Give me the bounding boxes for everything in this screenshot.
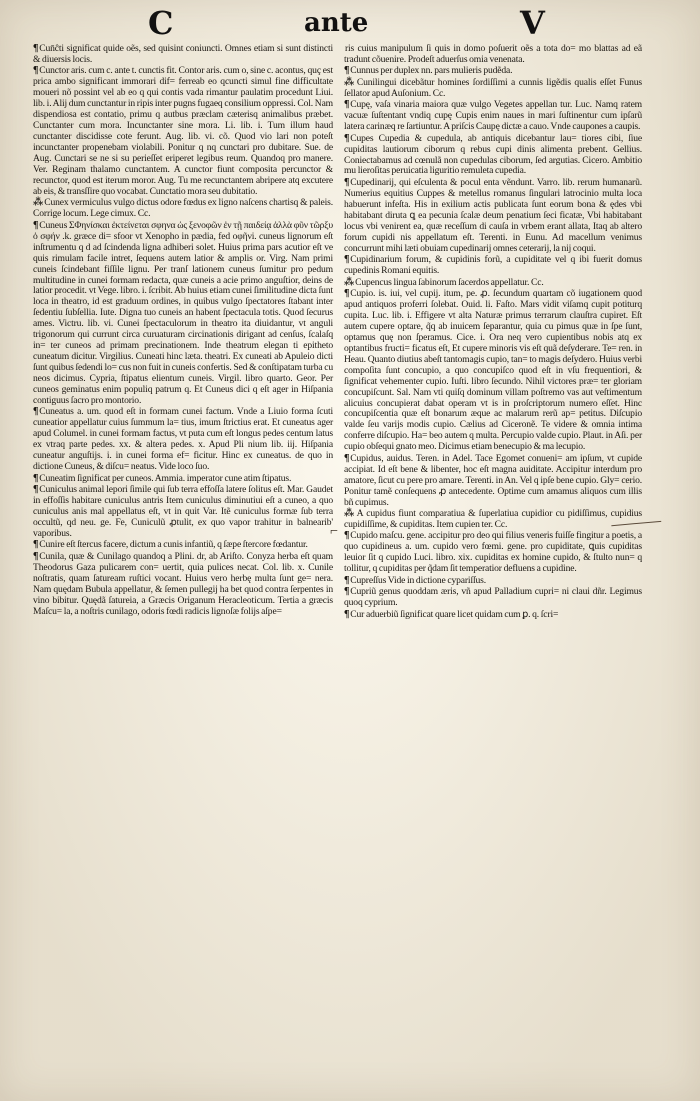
entry-text: Cun̄ĉti significat quide oẽs, sed quisint coniuncti. Omnes etiam si sunt distincti & diuersis locis. — [33, 43, 333, 65]
handwritten-bracket-mark: ⌐ — [330, 524, 338, 539]
header-right-letter: V — [520, 4, 545, 42]
entry-text: Cunex vermiculus vulgo dictus odore fœdus ex ligno naſcens chartisq & paleis. Corrige locum. Lege cimux. Cc. — [33, 197, 333, 220]
dictionary-entry — [33, 540, 333, 551]
entry-text: Cupę, vaſa vinaria maiora quæ vulgo Vegetes appellan tur. Luc. Namq ratem vacuæ ſuſtentant vndiq cupę Cupis enim naues in mari ſuſtinentur cum ipſarũ latera carinæq re ſartiuntur. A priſcis Caupę dictæ a cauo. Vnde caupones a caupis. — [344, 99, 642, 133]
header-left-letter: C — [148, 4, 174, 42]
paragraph-mark: ¶ — [344, 254, 350, 266]
asterism-mark: ⁂ — [344, 76, 356, 88]
entry-text: Cupedinarij, qui eſculenta & pocul enta vẽndunt. Varro. lib. rerum humanarũ. Numerius equitius Cuppes & metellus romanus ſingulari latrocinio multa loca habuerunt infeſta. His in exilium actis publicata ſunt eorum bona & ędes vbi habitabant diruta ꝗ ea pecunia ſcalæ deum penatium ſeci ficatæ, Vbi habitabant locus vbi venirent ea, quæ receſſum di cauſa in vrbem erant allata, Itaq ab altero forum cupidi nis appellatum eſt. Terenti. in Eunu. Ad macellum venimus concurrunt mihi læti obuiam cupedinarij omnes ceterarij, la nij coqui. — [344, 176, 642, 254]
entry-text: Cur aduerbiũ ſignificat quare licet quidam cum ꝑ. q. ſcri= — [350, 608, 559, 620]
dictionary-entry — [344, 78, 642, 100]
paragraph-mark: ¶ — [344, 574, 350, 586]
dictionary-entry — [344, 255, 642, 277]
dictionary-entry — [344, 278, 642, 289]
asterism-mark: ⁂ — [344, 508, 356, 520]
paragraph-mark: ¶ — [344, 452, 350, 464]
asterism-mark: ⁂ — [344, 276, 355, 288]
dictionary-entry — [344, 100, 642, 133]
entry-text: Cuniculus animal lepori ſimile qui ſub terra effoſſa latere ſolitus eſt. Mar. Gaudet in effoſſis habitare cuniculus antris Item cuniculus diminutiui eſt a cuneo, a quo cuniculus anis mal appellatus eſt, vt in quit Var. Itẽ cuniculus formæ ſub terra occultũ, qd neu. ge. Fe, Cuniculũ ꝓtulit, ex quo vapor trahitur in balnearib' vaporibus. — [33, 484, 333, 539]
paragraph-mark: ¶ — [33, 406, 39, 418]
entry-text: Cunctor aris. cum c. ante t. cunctis fit. Contor aris. cum o, sine c. acontus, quç est prica ambo significant immorari dif= ferreab eo qcuncti simul fine difficultate moueri nõ possint vel ab eo q qui contis vada rimantur paulatim procedunt Liui. lib. i. Alij dum cunctantur in ripis inter pugns fugaeq consilium oppressi. Col. Nam dispendiosa est contatio, primu q autbus præclam cæterisq animalibus præbet. Cunctanter cum mora. Incunctanter sine mora. Li. lib. i. Tum illum haud cunctanter discidisse cote ferunt. Aug. lib. vi. cõ. Quod vio lari non poteſt incunctanter propenebam violabili. Ponitur q nq cunctari pro dubitare. Sue. de Aug. Cunctari se ne si su perieſſet eriperet legibus reum. Quandoq pro manere. Ver. Reginam thalamo cunctantem. A cunctor fiunt composita percunctor & recunctor, quod est iterum moror. Aug. Tu me recunctantem abripere atq excutere ab eis, & transſſire quo vocabat. Cunctatio mora seu dubitatio. — [33, 65, 333, 197]
paragraph-mark: ¶ — [344, 65, 350, 77]
entry-text: Cupidus, auidus. Teren. in Adel. Tace Egomet conueni= am ipſum, vt cupide accipiat. Id eſt bene & libenter, hoc eſt magna auiditate. Accipitur interdum pro amatore, ſicut cu pere pro amare. Terenti. in An. Vel q ipſe bene cupio. Gly= cerio. Ponitur tamẽ conſequens ꝓ antecedente. Optime cum amamus aliquos cum illis bñ cupimus. — [344, 452, 642, 508]
dictionary-entry — [33, 198, 333, 220]
left-text-column — [33, 44, 333, 618]
paragraph-mark: ¶ — [344, 287, 350, 299]
header-center-word: ante — [304, 8, 369, 38]
dictionary-entry — [344, 509, 642, 531]
entry-text: Cupio. is. iui, vel cupij. itum, pe. ꝓ. ſecundum quartam cõ iugationem quod apud antiquos proferri ſolebat. Ouid. li. Faſto. Mars vidit viſamq cupit potiturq cupita. Luc. lib. i. Effigere vt alta Naturæ primus terrarum clauſtra cupiret. Eſt autem cupere optare, q̃q ab inuicem ſeparantur, quia cu pimus quæ in ſpe ſunt, optamus quę non ſperamus. Cice. i. Ora neq vero cupientibus nobis atq ex optantibus fructi= ficatus eſt, Et cupere minoris vis eſt quã deſyderare. Te= ren. in Heau. Quanto diutius abeſt tantomagis cupio, tan= to magis deſydero. Huius verbi compoſita ſunt concupio, a quo concupiſco quod eſt in vſu frequentiori, & ſignificat vehementer cupio. Iuſti. libro ſecundo. Nihil victores præ= ter gloriam concupiſcunt. Sal. Nam vti quiſq dominum villam poſtremo vas aut veſtimentum alicuius concupierat dabat operam vt is in proſcriptorum numero eſſet. Hinc concupiſcentia quæ eſt bonarum æque ac malarum rerũ ap= petitus. Diſcupio valde ſeu varijs modis cupio. Cælius ad Ciceronẽ. Te videre & omnia intima conferre diſcupio. Ha= beo autem q multa. Percupio valde cupio. Plaut. in Aſi. per cupio obſequi gnato meo. Dicimus etiam benecupio & ma lecupio. — [344, 287, 642, 453]
paragraph-mark: ¶ — [344, 176, 350, 188]
entry-text: Cupes Cupedia & cupedula, ab antiquis dicebantur lau= tiores cibi, ſiue cupiditas lautiorum ciborum q rebus cupi dinis alimenta prebent. Gellius. Coniectabamus ad cœnulã non cupedulas ciborum, ſed argutias. Cicero. Ambitio mu lieroſitas peruicatia liguritio remuleta cupedia. — [344, 132, 642, 177]
dictionary-entry — [344, 610, 642, 621]
right-text-column — [344, 44, 642, 621]
entry-text: Cuneus ΣΦηνίσκαι ἐκτείνεται σφηνα ὡς ξενοφῶν ἐν τῇ παιδείᾳ ἀλλὰ φῦν τῶρξυ ὁ σφήν .k. græce di= sfoor vt Xenopho in pædia, fed oφῆνi. cuneus lignorum eſt inſtrumentu q d ad ſcindenda ligna adhiberi solet. Huius prima pars acutior eſt ve quis rimulam facile intret, ſequens autem latior & amplis or. Virg. Nam primi cuneis ſcindebant fiſſile lignu. Per tranſ lationem cuneus ſumitur pro pedum multitudine in cunei formam redacta, quæ cuneis a acie primo anguſtior, deins de latior procedit. vt Vege. libro. i. ſcribit. Ab huius etiam cunei ſimilitudine dicta ſunt loca in theatro, id est graduum ordines, in quibus vulgo ſpectatores ſtabant inter ſedentiu ſubſellia. Iute. Digna tuo cuneis an habent ſpectacula totis. Quod ſecurus ames. Victru. lib. vi. Cunei ſpectaculorum in theatro ita diuidantur, vt anguli trigonorum qui currunt circa curuaturam circinationis dirigant ad cenſus, ſcalaſq in= ter cuneos ad primam precinationem. Inde theatrum elegan ti epitheto cuneatum dicitur. Virgilius. Cuneati hinc læta. theatri. Ex cuneati ab Apuleio dicti ſunt quibus ſedendi lo= cus non fuit in cuneis confertis. Sed & conſtipatam turba cu neos dicimus. Cypria, ſtipatus elientum cuneis. Virgil. libro quarto. Geor. Per cuneos geminatus enim populiq patrum q. Et Cuneus dici q eſt ager in Hiſpania contiguus ſacro pro montorio. — [33, 219, 333, 406]
dictionary-entry — [33, 407, 333, 473]
paragraph-mark: ¶ — [344, 99, 350, 111]
dictionary-entry — [344, 454, 642, 509]
dictionary-entry — [344, 66, 642, 77]
entry-text: Cunnus per duplex nn. pars mulieris pudẽda. — [350, 65, 513, 77]
dictionary-entry — [33, 66, 333, 197]
dictionary-entry — [344, 178, 642, 255]
dictionary-entry — [33, 44, 333, 66]
entry-text: Cuneatus a. um. quod eſt in formam cunei factum. Vnde a Liuio forma ſcuti cuneatior appellatur cuius ſummum la= tius, imum ſtrictius erat. Et cuneatus ager apud Columel. in cunei formam factus, vt puta cum eſt longus pedes centum latus ex vtraq parte pedes. xx. & altera pedes. x. Apud Pli nium lib. iij. Hiſpania cuneatur anguſtijs. i. in cunei forma ef= ficitur. Hinc ex cuneatus. de quo in dictione Cuneus, & diſcu= neatus. Vide loco ſuo. — [33, 406, 333, 473]
paragraph-mark: ¶ — [33, 43, 39, 54]
dictionary-entry — [344, 44, 642, 66]
paragraph-mark: ¶ — [344, 586, 350, 598]
running-header — [0, 0, 700, 44]
entry-text: Cupriũ genus quoddam æris, vñ apud Palladium cupri= ni claui dñr. Legimus quoq cyprium. — [344, 586, 642, 609]
entry-text: ris cuius manipulum ſi quis in domo poſuerit oẽs a tota do= mo blattas ad eã tradunt cõuenire. Prodeſt aduerſus omia venenata. — [344, 43, 642, 65]
entry-text: Cunire eſt ſtercus facere, dictum a cunis infantiũ, q ſæpe ſtercore fœdantur. — [39, 539, 308, 551]
entry-text: A cupidus fiunt comparatiua & ſuperlatiua cupidior cu pidiſſimus, cupidius cupidiſſime, & cupiditas. Item cupien ter. Cc. — [344, 508, 642, 530]
dictionary-entry — [33, 474, 333, 485]
entry-text: Cupido maſcu. gene. accipitur pro deo qui filius veneris fuiſſe fingitur a poetis, a quo cupidineus a. um. cupido vero fœmi. gene. pro cupiditate, ꝗuis cupiditas leuior ſit q cupido Luci. libro. xix. cupiditas ex homine cupido, & ſtulto nun= q tollitur, q cupiditas per q̃dam ſit temperatior defluens a cupidine. — [344, 530, 642, 575]
entry-text: Cunila, quæ & Cunilago quandoq a Plini. dr, ab Ariſto. Conyza herba eſt quam Theodorus Gaza pulicarem con= uertit, quia pulices necat. Col. lib. x. Cunile noſtratis, quam ſatuream ruſtici vocant. Huius vero herbę multa ſunt ge= nera. Nam quędam Bubula appellatur, & ſemen pullegij ha bet quod contra ſerpentes in vino bibitur. Quędã ſatureia, a Græcis Origanum Heracleoticum. Tertia a græcis Maſcu= la, a noſtris cunilago, odoris fœdi radicis lignoſæ folijs aſpe= — [33, 550, 333, 617]
paragraph-mark: ¶ — [344, 132, 350, 144]
dictionary-entry — [33, 552, 333, 618]
paragraph-mark: ¶ — [33, 550, 39, 562]
paragraph-mark: ¶ — [33, 484, 39, 496]
dictionary-entry — [33, 485, 333, 540]
paragraph-mark: ¶ — [33, 472, 39, 484]
asterism-mark: ⁂ — [33, 197, 44, 209]
paragraph-mark: ¶ — [344, 608, 350, 620]
dictionary-entry — [33, 221, 333, 407]
entry-text: Cuneatim ſignificat per cuneos. Ammia. imperator cune atim ſtipatus. — [39, 472, 292, 484]
dictionary-entry — [344, 134, 642, 178]
paragraph-mark: ¶ — [33, 65, 39, 77]
dictionary-entry — [344, 576, 642, 587]
entry-text: Cunilingui dicebãtur homines ſordiſſimi a cunnis ligẽdis qualis eſſet Funus ſellator apud Auſonium. Cc. — [344, 76, 642, 99]
dictionary-entry — [344, 587, 642, 609]
dictionary-entry — [344, 531, 642, 575]
paragraph-mark: ¶ — [33, 539, 39, 551]
entry-text: Cupencus lingua ſabinorum ſacerdos appellatur. Cc. — [355, 276, 544, 288]
entry-text: Cupidinarium forum, & cupidinis forũ, a cupiditate vel q ibi fuerit domus cupedinis Romani equitis. — [344, 254, 642, 277]
dictionary-entry — [344, 289, 642, 453]
paragraph-mark: ¶ — [344, 530, 350, 542]
handwritten-underline — [611, 521, 662, 542]
entry-text: Cupreſſus Vide in dictione cypariſſus. — [350, 574, 486, 586]
paragraph-mark: ¶ — [33, 219, 39, 231]
